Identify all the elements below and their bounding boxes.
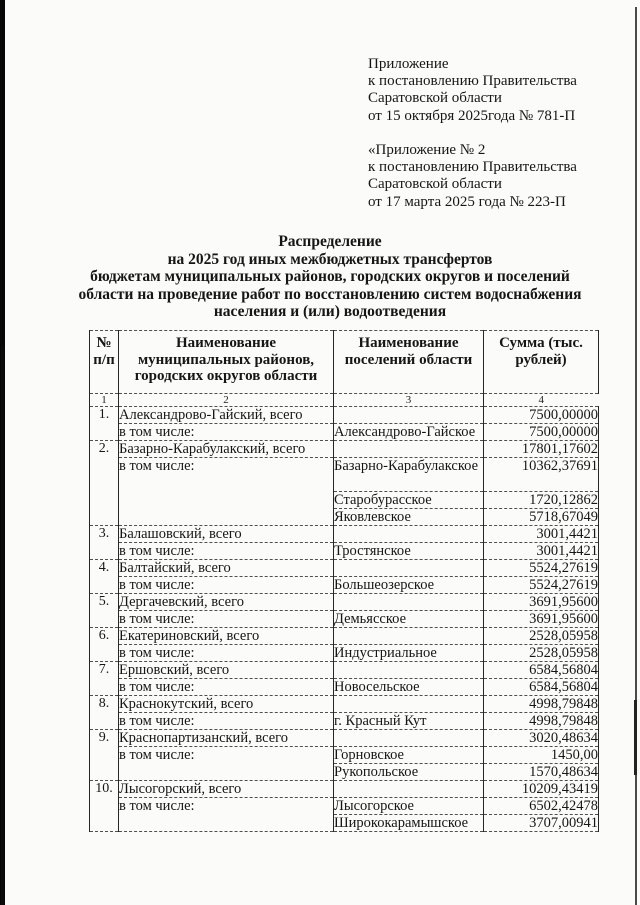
- column-number: 2: [119, 394, 334, 407]
- district-number: 7.: [90, 662, 119, 696]
- district-total-sum: 3001,4421: [484, 526, 599, 543]
- including-label: в том числе:: [119, 458, 334, 526]
- appendix-line: «Приложение № 2: [368, 142, 486, 158]
- appendix-reference-block: [368, 56, 577, 125]
- including-label: в том числе:: [119, 798, 334, 832]
- distribution-table: [89, 330, 599, 832]
- empty-settlement-cell: [334, 696, 484, 713]
- district-total-sum: 2528,05958: [484, 628, 599, 645]
- settlement-name: Яковлевское: [334, 509, 484, 526]
- settlement-sum: 1720,12862: [484, 492, 599, 509]
- including-label: в том числе:: [119, 424, 334, 441]
- title-line: на 2025 год иных межбюджетных трансфертов: [167, 250, 493, 268]
- including-label: в том числе:: [119, 713, 334, 730]
- including-label: в том числе:: [119, 577, 334, 594]
- including-label: в том числе:: [119, 543, 334, 560]
- appendix-line: от 15 октября 2025года № 781-П: [368, 107, 576, 124]
- column-header-npp: № п/п: [90, 331, 119, 394]
- district-total-row: [90, 696, 599, 713]
- appendix-2-reference-block: [368, 142, 577, 211]
- settlement-name: Тростянское: [334, 543, 484, 560]
- settlement-sum: 7500,00000: [484, 424, 599, 441]
- district-total-sum: 4998,79848: [484, 696, 599, 713]
- including-label: в том числе:: [119, 679, 334, 696]
- empty-settlement-cell: [334, 441, 484, 458]
- district-name: Краснокутский, всего: [119, 696, 334, 713]
- district-total-row: [90, 628, 599, 645]
- empty-settlement-cell: [334, 594, 484, 611]
- district-total-sum: 10209,43419: [484, 781, 599, 798]
- including-row: [90, 747, 599, 764]
- title-line: Распределение: [278, 233, 382, 250]
- district-number: 5.: [90, 594, 119, 628]
- empty-settlement-cell: [334, 628, 484, 645]
- district-name: Александрово-Гайский, всего: [119, 407, 334, 424]
- empty-settlement-cell: [334, 407, 484, 424]
- empty-settlement-cell: [334, 781, 484, 798]
- district-number: 2.: [90, 441, 119, 526]
- empty-settlement-cell: [334, 560, 484, 577]
- including-row: [90, 679, 599, 696]
- district-number: 1.: [90, 407, 119, 441]
- settlement-name: Большеозерское: [334, 577, 484, 594]
- settlement-name: Старобурасское: [334, 492, 484, 509]
- including-row: [90, 611, 599, 628]
- column-numbers-row: [90, 394, 599, 407]
- settlement-name: Лысогорское: [334, 798, 484, 815]
- district-number: 8.: [90, 696, 119, 730]
- appendix-line: Приложение: [368, 56, 449, 72]
- district-number: 3.: [90, 526, 119, 560]
- district-total-row: [90, 730, 599, 747]
- settlement-name: Новосельское: [334, 679, 484, 696]
- settlement-sum: 3707,00941: [484, 815, 599, 832]
- column-number: 4: [484, 394, 599, 407]
- district-name: Лысогорский, всего: [119, 781, 334, 798]
- settlement-sum: 3001,4421: [484, 543, 599, 560]
- district-total-sum: 5524,27619: [484, 560, 599, 577]
- column-header-settlement: Наименование поселений области: [334, 331, 484, 394]
- settlement-name: Базарно-Карабулакское: [334, 458, 484, 492]
- district-name: Дергачевский, всего: [119, 594, 334, 611]
- column-number: 3: [334, 394, 484, 407]
- district-total-sum: 7500,00000: [484, 407, 599, 424]
- including-row: [90, 645, 599, 662]
- settlement-sum: 10362,37691: [484, 458, 599, 492]
- appendix-line: к постановлению Правительства: [368, 73, 577, 90]
- district-total-row: [90, 560, 599, 577]
- including-row: [90, 543, 599, 560]
- settlement-name: Демьясское: [334, 611, 484, 628]
- settlement-sum: 4998,79848: [484, 713, 599, 730]
- empty-settlement-cell: [334, 662, 484, 679]
- including-row: [90, 458, 599, 492]
- district-name: Ершовский, всего: [119, 662, 334, 679]
- district-total-sum: 3691,95600: [484, 594, 599, 611]
- including-label: в том числе:: [119, 645, 334, 662]
- including-row: [90, 798, 599, 815]
- document-title: [68, 233, 592, 321]
- district-total-row: [90, 441, 599, 458]
- including-label: в том числе:: [119, 747, 334, 781]
- settlement-sum: 6584,56804: [484, 679, 599, 696]
- appendix-line: к постановлению Правительства: [368, 159, 577, 176]
- district-total-sum: 6584,56804: [484, 662, 599, 679]
- appendix-line: от 17 марта 2025 года № 223-П: [368, 193, 566, 210]
- empty-settlement-cell: [334, 526, 484, 543]
- including-row: [90, 577, 599, 594]
- district-total-sum: 3020,48634: [484, 730, 599, 747]
- title-line: бюджетам муниципальных районов, городских округов и поселений: [90, 268, 570, 285]
- column-header-district: Наименование муниципальных районов, городских округов области: [119, 331, 334, 394]
- district-name: Краснопартизанский, всего: [119, 730, 334, 747]
- settlement-name: Горновское: [334, 747, 484, 764]
- district-number: 4.: [90, 560, 119, 594]
- settlement-name: Рукопольское: [334, 764, 484, 781]
- district-total-sum: 17801,17602: [484, 441, 599, 458]
- settlement-sum: 6502,42478: [484, 798, 599, 815]
- scan-edge-right-dark-segment: [634, 700, 637, 775]
- table-body: [90, 407, 599, 832]
- appendix-line: Саратовской области: [368, 90, 502, 107]
- district-number: 9.: [90, 730, 119, 781]
- empty-settlement-cell: [334, 730, 484, 747]
- settlement-sum: 2528,05958: [484, 645, 599, 662]
- district-name: Балашовский, всего: [119, 526, 334, 543]
- district-total-row: [90, 594, 599, 611]
- district-total-row: [90, 407, 599, 424]
- district-name: Балтайский, всего: [119, 560, 334, 577]
- column-number: 1: [90, 394, 119, 407]
- settlement-name: Ширококарамышское: [334, 815, 484, 832]
- column-header-sum: Сумма (тыс. рублей): [484, 331, 599, 394]
- appendix-line: Саратовской области: [368, 176, 502, 193]
- settlement-sum: 5718,67049: [484, 509, 599, 526]
- settlement-sum: 3691,95600: [484, 611, 599, 628]
- district-total-row: [90, 526, 599, 543]
- table-header: [90, 331, 599, 407]
- settlement-name: Александрово-Гайское: [334, 424, 484, 441]
- district-number: 6.: [90, 628, 119, 662]
- including-row: [90, 713, 599, 730]
- district-number: 10.: [90, 781, 119, 832]
- including-label: в том числе:: [119, 611, 334, 628]
- scan-edge-left-lower: [1, 345, 4, 905]
- settlement-sum: 1570,48634: [484, 764, 599, 781]
- title-line: населения и (или) водоотведения: [213, 303, 447, 320]
- district-name: Базарно-Карабулакский, всего: [119, 441, 334, 458]
- settlement-sum: 1450,00: [484, 747, 599, 764]
- district-total-row: [90, 662, 599, 679]
- including-row: [90, 424, 599, 441]
- settlement-name: г. Красный Кут: [334, 713, 484, 730]
- district-name: Екатериновский, всего: [119, 628, 334, 645]
- table-header-row: [90, 331, 599, 394]
- settlement-sum: 5524,27619: [484, 577, 599, 594]
- title-line: области на проведение работ по восстановлению систем водоснабжения: [78, 285, 582, 303]
- settlement-name: Индустриальное: [334, 645, 484, 662]
- district-total-row: [90, 781, 599, 798]
